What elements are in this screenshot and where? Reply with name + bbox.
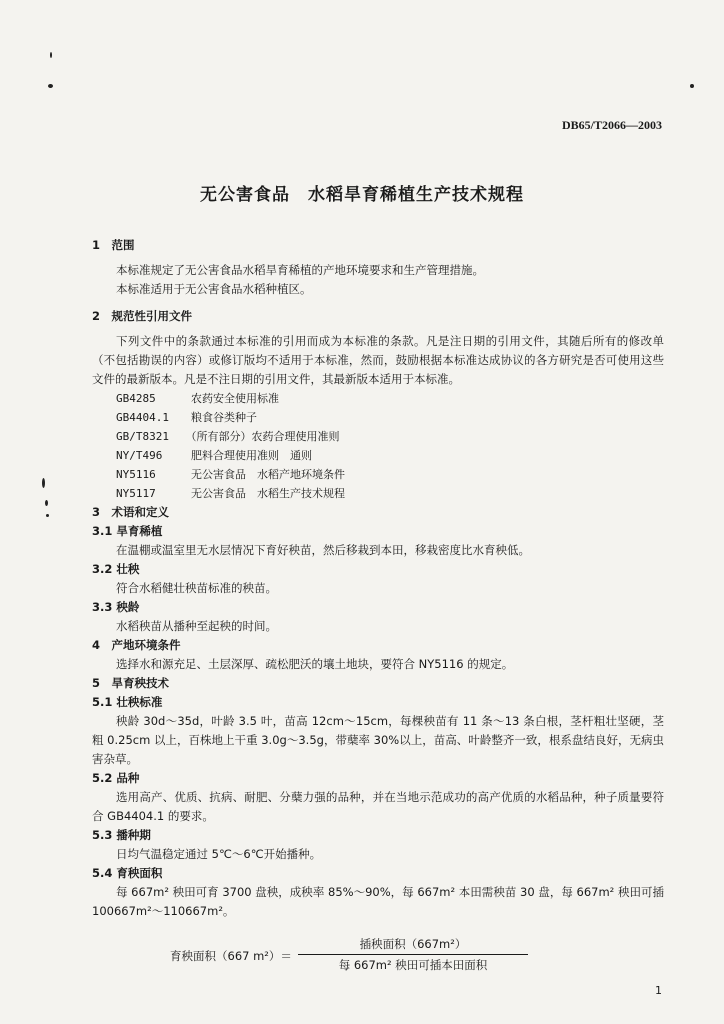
formula-lhs: 育秧面积（667 m²）＝ — [170, 949, 292, 963]
scan-speck — [42, 478, 45, 488]
subsection-heading: 5.4 育秧面积 — [92, 866, 163, 880]
scan-speck — [48, 84, 53, 88]
section-heading-seedling: 5 旱育秧技术 — [92, 676, 170, 690]
subsection-heading: 5.2 品种 — [92, 771, 140, 785]
scan-speck — [690, 84, 694, 88]
subsection-heading: 5.3 播种期 — [92, 828, 151, 842]
paragraph: 选择水和源充足、土层深厚、疏松肥沃的壤土地块，要符合 NY5116 的规定。 — [116, 657, 514, 671]
reference-item: NY/T496 肥料合理使用准则 通则 — [116, 449, 312, 462]
formula-fraction — [298, 936, 528, 973]
paragraph: 水稻秧苗从播种至起秧的时间。 — [116, 619, 277, 633]
reference-list — [92, 389, 664, 503]
paragraph: 符合水稻健壮秧苗标准的秧苗。 — [116, 581, 277, 595]
document-number: DB65/T2066—2003 — [561, 118, 662, 132]
reference-item: NY5117 无公害食品 水稻生产技术规程 — [116, 487, 345, 500]
scan-speck — [50, 52, 52, 58]
section-heading-references: 2 规范性引用文件 — [92, 309, 193, 323]
paragraph: 秧龄 30d～35d，叶龄 3.5 叶，苗高 12cm～15cm，每棵秧苗有 11 条～13 条白根，茎杆粗壮坚硬，茎粗 0.25cm 以上，百株地上干重 3.0g～3.5g，带蘖率 30%以上，苗高、叶龄整齐一致，根系盘结良好，无病虫害杂草。 — [92, 714, 664, 766]
paragraph: 日均气温稳定通过 5℃～6℃开始播种。 — [116, 847, 322, 861]
paragraph: 本标准适用于无公害食品水稻种植区。 — [116, 282, 312, 296]
reference-item: NY5116 无公害食品 水稻产地环境条件 — [116, 468, 345, 481]
scan-speck — [45, 500, 48, 506]
paragraph: 每 667m² 秧田可育 3700 盘秧，成秧率 85%～90%，每 667m² 本田需秧苗 30 盘，每 667m² 秧田可插 100667m²～110667m²。 — [92, 885, 664, 918]
reference-item: GB4404.1 粮食谷类种子 — [116, 411, 257, 424]
formula-numerator: 插秧面积（667m²） — [298, 936, 528, 955]
formula — [170, 936, 600, 976]
subsection-heading: 3.3 秧龄 — [92, 600, 140, 614]
paragraph: 在温棚或温室里无水层情况下育好秧苗，然后移栽到本田，移栽密度比水育秧低。 — [116, 543, 530, 557]
page-number: 1 — [655, 984, 662, 997]
reference-item: GB4285 农药安全使用标准 — [116, 392, 279, 405]
reference-item: GB/T8321 （所有部分）农药合理使用准则 — [116, 430, 340, 443]
document-title: 无公害食品 水稻旱育稀植生产技术规程 — [200, 185, 524, 205]
paragraph: 选用高产、优质、抗病、耐肥、分蘖力强的品种，并在当地示范成功的高产优质的水稻品种，种子质量要符合 GB4404.1 的要求。 — [92, 790, 664, 823]
subsection-heading: 3.1 旱育稀植 — [92, 524, 163, 538]
paragraph: 下列文件中的条款通过本标准的引用而成为本标准的条款。凡是注日期的引用文件，其随后所有的修改单（不包括勘误的内容）或修订版均不适用于本标准，然而，鼓励根据本标准达成协议的各方研究是否可使用这些文件的最新版本。凡是不注日期的引用文件，其最新版本适用于本标准。 — [92, 334, 664, 386]
section-heading-scope: 1 范围 — [92, 238, 135, 252]
formula-denominator: 每 667m² 秧田可插本田面积 — [338, 958, 488, 972]
scan-speck — [46, 514, 49, 517]
subsection-heading: 3.2 壮秧 — [92, 562, 140, 576]
section-heading-environment: 4 产地环境条件 — [92, 638, 181, 652]
subsection-heading: 5.1 壮秧标准 — [92, 695, 163, 709]
document-body — [92, 236, 664, 921]
section-heading-terms: 3 术语和定义 — [92, 505, 170, 519]
paragraph: 本标准规定了无公害食品水稻旱育稀植的产地环境要求和生产管理措施。 — [116, 263, 484, 277]
